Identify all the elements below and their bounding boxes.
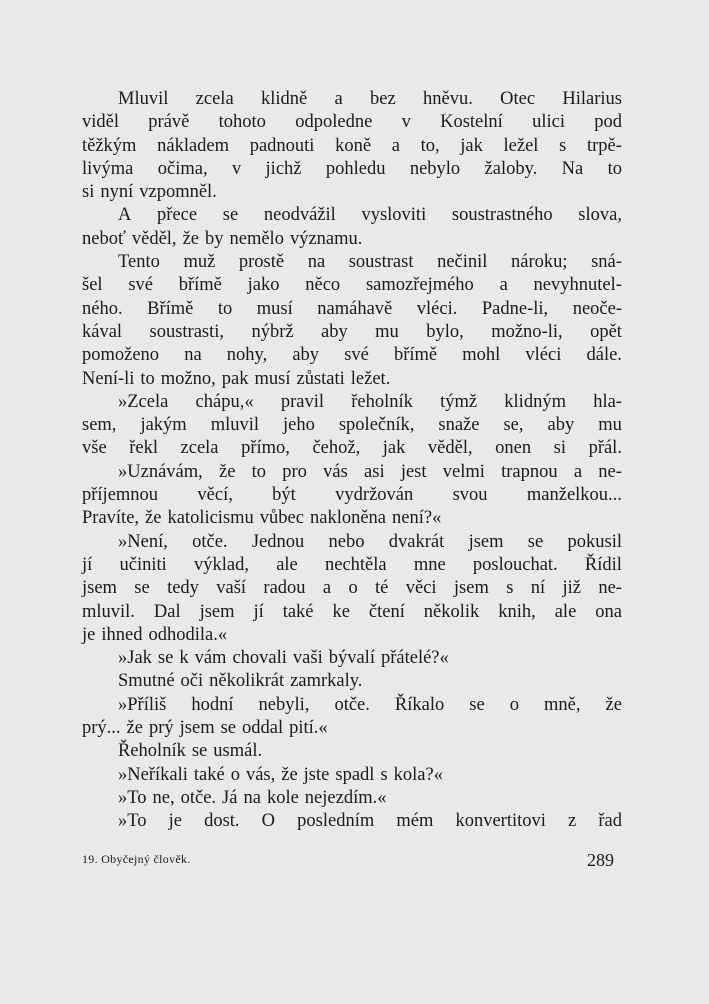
word: vás <box>323 461 348 482</box>
word: to <box>217 298 233 319</box>
word: to, <box>420 135 440 156</box>
word: ne- <box>598 461 622 482</box>
word: věděl, <box>131 228 177 249</box>
word: oči <box>180 671 204 692</box>
word: Smutné <box>118 671 175 692</box>
word: opět <box>590 321 622 342</box>
word: své <box>128 275 153 296</box>
word: jí <box>82 554 93 575</box>
word: se <box>134 578 150 599</box>
word: zůstati <box>296 368 345 389</box>
word: je <box>168 811 182 832</box>
word: o <box>348 578 358 599</box>
word: ihned <box>101 624 143 645</box>
word: věci <box>405 578 437 599</box>
word: A <box>118 205 132 226</box>
word: šel <box>82 275 103 296</box>
word: že <box>126 718 143 739</box>
word: nyní <box>100 182 134 203</box>
text-line <box>82 810 622 833</box>
word: viděl <box>82 112 119 133</box>
word: odhodila.« <box>148 624 228 645</box>
word: »Neříkali <box>118 764 188 785</box>
word: přece <box>157 205 198 226</box>
text-line <box>82 204 622 227</box>
word: sem, <box>82 415 117 436</box>
text-line <box>82 298 622 321</box>
page-number: 289 <box>587 850 614 870</box>
word: čtení <box>368 601 405 622</box>
text-line <box>82 787 622 810</box>
word: vléci <box>525 345 562 366</box>
text-line <box>82 228 622 251</box>
word: »Příliš <box>118 694 167 715</box>
word: nákladem <box>157 135 230 156</box>
word: posledním <box>297 811 375 832</box>
word: radou <box>263 578 306 599</box>
word: vysloviti <box>361 205 427 226</box>
word: katolicismu <box>167 508 254 529</box>
text-line <box>82 647 622 670</box>
word: jste <box>303 764 330 785</box>
word: přímo, <box>241 438 290 459</box>
word: vaši <box>292 648 323 669</box>
word: jest <box>400 461 427 482</box>
word: několikrát <box>209 671 285 692</box>
text-line <box>82 88 622 111</box>
word: musí <box>254 368 291 389</box>
word: břímě <box>393 345 438 366</box>
word: »Jak <box>118 648 152 669</box>
word: s <box>559 135 567 156</box>
word: ale <box>554 601 577 622</box>
word: se <box>220 718 237 739</box>
word: aby <box>547 415 575 436</box>
word: příjemnou <box>82 485 159 506</box>
word: trapnou <box>501 461 558 482</box>
word: knih, <box>498 601 536 622</box>
word: svou <box>452 485 488 506</box>
word: čehož, <box>312 438 361 459</box>
word: žaloby. <box>484 158 538 179</box>
word: vám <box>194 648 227 669</box>
word: neodvážil <box>263 205 336 226</box>
text-line <box>82 251 622 274</box>
word: dále. <box>586 345 622 366</box>
text-line <box>82 181 622 204</box>
word: soustrast <box>348 252 414 273</box>
word: že <box>145 508 162 529</box>
word: výklad, <box>194 554 249 575</box>
word: Kostelní <box>440 112 503 133</box>
word: by <box>205 228 224 249</box>
word: si <box>82 182 95 203</box>
word: nároku; <box>510 252 568 273</box>
word: jichž <box>265 158 302 179</box>
text-line <box>82 368 622 391</box>
word: soustrastného <box>451 205 553 226</box>
word: Říkalo <box>394 694 445 715</box>
word: očima, <box>157 158 208 179</box>
word: velmi <box>442 461 485 482</box>
word: ke <box>332 601 350 622</box>
word: pak <box>221 368 249 389</box>
text-line <box>82 344 622 367</box>
word: konvertitovi <box>455 811 546 832</box>
word: hněvu. <box>423 89 473 109</box>
word: trpě- <box>586 135 622 156</box>
text-line <box>82 274 622 297</box>
word: není?« <box>392 508 442 529</box>
word: zcela <box>195 89 234 109</box>
word: přátelé?« <box>380 648 449 669</box>
word: že <box>605 694 622 715</box>
word: tedy <box>167 578 199 599</box>
word: a <box>322 578 332 599</box>
word: se <box>222 205 239 226</box>
word: nebyli, <box>258 694 310 715</box>
word: nevyhnutel- <box>533 275 622 296</box>
word: ale <box>276 554 298 575</box>
word: nebo <box>328 531 365 552</box>
word: »Uznávám, <box>118 461 203 482</box>
word: Dal <box>153 601 181 622</box>
text-line <box>82 461 622 484</box>
word: vzpomněl. <box>139 182 217 203</box>
word: samozřejmého <box>365 275 474 296</box>
word: vaší <box>216 578 247 599</box>
word: nemělo <box>229 228 284 249</box>
word: snaže <box>438 415 480 436</box>
word: ležet. <box>350 368 391 389</box>
word: mluvil <box>210 415 259 436</box>
word: společník, <box>338 415 415 436</box>
word: se <box>469 694 485 715</box>
word: o <box>230 764 240 785</box>
text-line <box>82 484 622 507</box>
word: prý <box>148 718 174 739</box>
word: pravil <box>280 391 324 412</box>
word: s <box>380 764 388 785</box>
word: jak <box>460 135 483 156</box>
word: na <box>184 345 202 366</box>
text-line <box>82 694 622 717</box>
word: soustrasti, <box>149 321 225 342</box>
word: nechtěla <box>324 554 387 575</box>
word: jsem <box>199 601 235 622</box>
word: ležel <box>503 135 539 156</box>
word: namáhavě <box>317 298 393 319</box>
word: pití.« <box>289 718 328 739</box>
word: se, <box>503 415 524 436</box>
word: o <box>509 694 519 715</box>
word: kával <box>82 321 123 342</box>
text-line <box>82 577 622 600</box>
word: ní <box>530 578 546 599</box>
word: mém <box>396 811 434 832</box>
printer-signature: 19. Obyčejný člověk. <box>82 852 191 866</box>
word: nejezdím.« <box>304 787 387 808</box>
word: Řídil <box>584 554 622 575</box>
word: otče. <box>192 531 228 552</box>
word: jsem <box>82 578 117 599</box>
word: prostě <box>238 252 285 273</box>
word: tohoto <box>218 112 266 133</box>
word: vléci. <box>416 298 458 319</box>
text-line <box>82 111 622 134</box>
word: mně, <box>544 694 581 715</box>
word: jsem <box>179 718 215 739</box>
word: jsem <box>453 578 489 599</box>
word: se <box>527 531 544 552</box>
word: nohy, <box>226 345 268 366</box>
word: k <box>179 648 189 669</box>
word: bylo, <box>426 321 464 342</box>
word: slova, <box>578 205 622 226</box>
word: odpoledne <box>295 112 373 133</box>
text-line <box>82 740 622 763</box>
text-line <box>82 670 622 693</box>
word: to <box>251 461 267 482</box>
word: že <box>218 461 236 482</box>
word: na <box>307 252 326 273</box>
word: bývalí <box>328 648 375 669</box>
word: Břímě <box>147 298 194 319</box>
word: Tento <box>118 252 160 273</box>
word: věcí, <box>197 485 233 506</box>
word: klidným <box>504 391 566 412</box>
word: poslouchat. <box>472 554 558 575</box>
word: neoče- <box>572 298 622 319</box>
word: nebylo <box>409 158 461 179</box>
word: Jednou <box>251 531 305 552</box>
text-line <box>82 414 622 437</box>
word: být <box>272 485 296 506</box>
text-line <box>82 391 622 414</box>
word: možno-li, <box>491 321 563 342</box>
word: musí <box>256 298 293 319</box>
word: kola?« <box>393 764 443 785</box>
word: je <box>82 624 96 645</box>
text-line <box>82 158 622 181</box>
word: pomoženo <box>82 345 160 366</box>
word: ne- <box>598 578 622 599</box>
word: na <box>243 787 261 808</box>
word: pohledu <box>325 158 386 179</box>
word: zamrkaly. <box>290 671 363 692</box>
word: bez <box>370 89 396 109</box>
word: zcela <box>180 438 219 459</box>
word: aby <box>321 321 348 342</box>
word: mu <box>598 415 622 436</box>
word: asi <box>364 461 385 482</box>
word: Padne-li, <box>481 298 549 319</box>
word: aby <box>292 345 320 366</box>
word: usmál. <box>213 741 263 762</box>
word: a <box>391 135 400 156</box>
word: »To <box>118 811 147 832</box>
word: Hilarius <box>562 89 622 109</box>
word: vydržován <box>335 485 414 506</box>
word: něco <box>305 275 341 296</box>
text-line <box>82 135 622 158</box>
word: že <box>182 228 199 249</box>
word: hla- <box>593 391 622 412</box>
word: ona <box>595 601 622 622</box>
word: břímě <box>178 275 222 296</box>
word: O <box>261 811 276 832</box>
word: Řeholník <box>118 741 186 762</box>
word: ne, <box>152 787 175 808</box>
word: své <box>344 345 369 366</box>
word: Já <box>222 787 238 808</box>
word: přál. <box>588 438 622 459</box>
word: chápu,« <box>195 391 254 412</box>
word: a <box>573 461 583 482</box>
word: jak <box>382 438 406 459</box>
word: vůbec <box>259 508 304 529</box>
text-line <box>82 764 622 787</box>
word: si <box>553 438 567 459</box>
word: právě <box>148 112 190 133</box>
word: vše <box>82 438 107 459</box>
word: ného. <box>82 298 123 319</box>
word: Není-li <box>82 368 135 389</box>
word: mluvil. <box>82 601 135 622</box>
word: neboť <box>82 228 126 249</box>
word: z <box>568 811 577 832</box>
word: to <box>140 368 155 389</box>
word: věděl, <box>427 438 473 459</box>
word: a <box>499 275 508 296</box>
word: také <box>193 764 225 785</box>
word: jí <box>253 601 264 622</box>
word: jeho <box>283 415 315 436</box>
word: že <box>281 764 298 785</box>
word: dvakrát <box>388 531 445 552</box>
text-line <box>82 507 622 530</box>
word: se <box>191 741 208 762</box>
word: několik <box>423 601 480 622</box>
body-text <box>82 88 622 834</box>
word: chovali <box>232 648 287 669</box>
word: významu. <box>289 228 363 249</box>
word: ulici <box>532 112 565 133</box>
word: Pravíte, <box>82 508 140 529</box>
word: kole <box>266 787 299 808</box>
text-line <box>82 321 622 344</box>
word: řeholník <box>351 391 413 412</box>
word: a <box>334 89 343 109</box>
word: mu <box>375 321 399 342</box>
text-line <box>82 601 622 624</box>
word: mohl <box>462 345 501 366</box>
word: otče. <box>334 694 370 715</box>
word: té <box>375 578 389 599</box>
word: v <box>401 112 411 133</box>
word: »Zcela <box>118 391 169 412</box>
word: týmž <box>440 391 478 412</box>
page-footer <box>82 850 622 874</box>
word: dost. <box>204 811 240 832</box>
word: oddal <box>242 718 284 739</box>
text-line <box>82 554 622 577</box>
word: manželkou... <box>526 485 622 506</box>
word: mne <box>413 554 446 575</box>
word: muž <box>183 252 216 273</box>
word: těžkým <box>82 135 137 156</box>
word: hodní <box>191 694 234 715</box>
word: řekl <box>129 438 158 459</box>
word: sná- <box>591 252 622 273</box>
word: to <box>607 158 622 179</box>
text-line <box>82 717 622 740</box>
text-line <box>82 531 622 554</box>
word: Na <box>561 158 584 179</box>
word: řad <box>598 811 622 832</box>
word: jakým <box>140 415 187 436</box>
word: klidně <box>260 89 308 109</box>
word: nečinil <box>437 252 488 273</box>
word: možno, <box>160 368 216 389</box>
word: pokusil <box>567 531 622 552</box>
word: pod <box>594 112 622 133</box>
word: pro <box>282 461 307 482</box>
text-line <box>82 437 622 460</box>
word: se <box>157 648 174 669</box>
word: »Není, <box>118 531 168 552</box>
word: v <box>231 158 242 179</box>
word: prý... <box>82 718 121 739</box>
word: otče. <box>180 787 217 808</box>
word: také <box>282 601 314 622</box>
word: učiniti <box>119 554 167 575</box>
word: jako <box>247 275 280 296</box>
word: onen <box>495 438 532 459</box>
word: již <box>562 578 581 599</box>
word: Mluvil <box>118 89 169 109</box>
word: koně <box>335 135 372 156</box>
word: »To <box>118 787 147 808</box>
word: jsem <box>468 531 504 552</box>
text-line <box>82 624 622 647</box>
word: Otec <box>500 89 536 109</box>
word: livýma <box>82 158 134 179</box>
word: nakloněna <box>309 508 387 529</box>
word: vás, <box>245 764 276 785</box>
word: padnouti <box>249 135 315 156</box>
word: s <box>506 578 514 599</box>
word: spadl <box>335 764 375 785</box>
word: nýbrž <box>251 321 294 342</box>
